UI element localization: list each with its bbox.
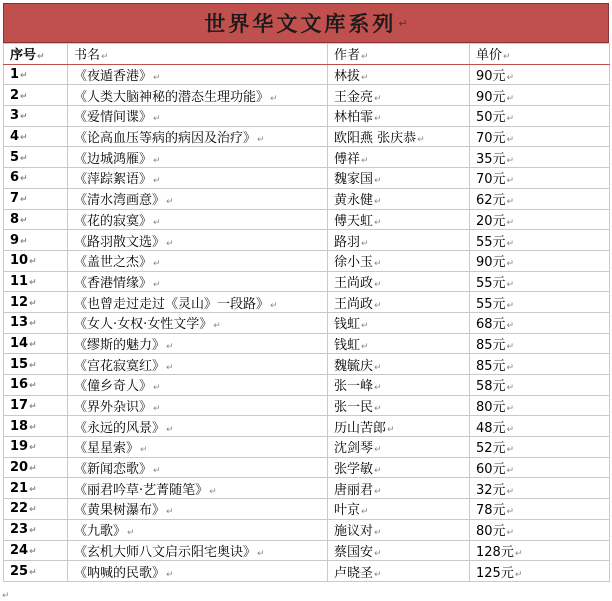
paragraph-mark-icon: ↵ bbox=[153, 73, 161, 84]
cell-author: 王尚政↵ bbox=[328, 292, 470, 313]
header-index: 序号↵ bbox=[4, 44, 68, 65]
header-book: 书名↵ bbox=[68, 44, 328, 65]
paragraph-mark-icon: ↵ bbox=[506, 321, 515, 332]
cell-book: 《人类大脑神秘的潜态生理功能》↵ bbox=[68, 85, 328, 106]
table-row bbox=[4, 230, 610, 251]
cell-price: 52元↵ bbox=[470, 437, 610, 458]
paragraph-mark-icon: ↵ bbox=[506, 217, 515, 228]
cell-author: 欧阳燕 张庆恭↵ bbox=[328, 126, 470, 147]
paragraph-mark-icon: ↵ bbox=[153, 466, 161, 477]
paragraph-mark-icon: ↵ bbox=[374, 279, 382, 290]
cell-index: 17↵ bbox=[4, 395, 68, 416]
cell-author: 张一峰↵ bbox=[328, 375, 470, 396]
paragraph-mark-icon: ↵ bbox=[127, 528, 135, 539]
cell-book: 《星星索》↵ bbox=[68, 437, 328, 458]
paragraph-mark-icon: ↵ bbox=[29, 360, 37, 371]
paragraph-mark-icon: ↵ bbox=[29, 277, 37, 288]
cell-price: 70元↵ bbox=[470, 126, 610, 147]
header-row bbox=[4, 44, 610, 65]
cell-price: 128元↵ bbox=[470, 540, 610, 561]
table-row bbox=[4, 312, 610, 333]
cell-author: 钱虹↵ bbox=[328, 333, 470, 354]
paragraph-mark-icon: ↵ bbox=[374, 404, 382, 415]
document-title: 世界华文文库系列 bbox=[204, 11, 397, 36]
cell-index: 6↵ bbox=[4, 168, 68, 189]
cell-price: 85元↵ bbox=[470, 354, 610, 375]
paragraph-mark-icon: ↵ bbox=[20, 236, 28, 247]
paragraph-mark-icon: ↵ bbox=[213, 321, 221, 332]
cell-author: 蔡国安↵ bbox=[328, 540, 470, 561]
cell-index: 11↵ bbox=[4, 271, 68, 292]
cell-author: 施议对↵ bbox=[328, 519, 470, 540]
table-row bbox=[4, 126, 610, 147]
cell-book: 《边城鸿雁》↵ bbox=[68, 147, 328, 168]
paragraph-mark-icon: ↵ bbox=[514, 548, 523, 559]
cell-index: 8↵ bbox=[4, 209, 68, 230]
cell-book: 《新闻恋歌》↵ bbox=[68, 457, 328, 478]
cell-book: 《女人·女权·女性文学》↵ bbox=[68, 312, 328, 333]
header-price: 单价↵ bbox=[470, 44, 610, 65]
paragraph-mark-icon: ↵ bbox=[140, 445, 148, 456]
paragraph-mark-icon: ↵ bbox=[374, 300, 382, 311]
paragraph-mark-icon: ↵ bbox=[361, 321, 369, 332]
paragraph-mark-icon: ↵ bbox=[166, 341, 174, 352]
cell-author: 傅祥↵ bbox=[328, 147, 470, 168]
paragraph-mark-icon: ↵ bbox=[153, 155, 161, 166]
table-row bbox=[4, 354, 610, 375]
cell-author: 张学敏↵ bbox=[328, 457, 470, 478]
paragraph-mark-icon: ↵ bbox=[374, 176, 382, 187]
table-row bbox=[4, 292, 610, 313]
cell-book: 《呐喊的民歌》↵ bbox=[68, 561, 328, 582]
paragraph-mark-icon: ↵ bbox=[166, 362, 174, 373]
paragraph-mark-icon: ↵ bbox=[506, 114, 515, 125]
cell-author: 徐小玉↵ bbox=[328, 250, 470, 271]
paragraph-mark-icon: ↵ bbox=[29, 381, 37, 392]
cell-price: 125元↵ bbox=[470, 561, 610, 582]
cell-index: 15↵ bbox=[4, 354, 68, 375]
header-author: 作者↵ bbox=[328, 44, 470, 65]
paragraph-mark-icon: ↵ bbox=[506, 73, 515, 84]
paragraph-mark-icon: ↵ bbox=[29, 298, 37, 309]
cell-author: 林柏霏↵ bbox=[328, 106, 470, 127]
paragraph-mark-icon: ↵ bbox=[101, 52, 109, 63]
paragraph-mark-icon: ↵ bbox=[506, 238, 515, 249]
cell-index: 12↵ bbox=[4, 292, 68, 313]
paragraph-mark-icon: ↵ bbox=[417, 135, 425, 146]
paragraph-mark-icon: ↵ bbox=[506, 404, 515, 415]
cell-book: 《界外杂识》↵ bbox=[68, 395, 328, 416]
cell-index: 16↵ bbox=[4, 375, 68, 396]
cell-price: 55元↵ bbox=[470, 230, 610, 251]
cell-price: 32元↵ bbox=[470, 478, 610, 499]
paragraph-mark-icon: ↵ bbox=[20, 215, 28, 226]
paragraph-mark-icon: ↵ bbox=[374, 486, 382, 497]
cell-book: 《路羽散文选》↵ bbox=[68, 230, 328, 251]
paragraph-mark-icon: ↵ bbox=[29, 526, 37, 537]
table-row bbox=[4, 375, 610, 396]
paragraph-mark-icon: ↵ bbox=[209, 486, 217, 497]
book-table bbox=[3, 43, 610, 582]
paragraph-mark-icon: ↵ bbox=[257, 135, 265, 146]
title-bar bbox=[3, 3, 609, 43]
paragraph-mark-icon: ↵ bbox=[506, 300, 515, 311]
paragraph-mark-icon: ↵ bbox=[166, 569, 174, 580]
cell-author: 卢晓圣↵ bbox=[328, 561, 470, 582]
cell-author: 沈剑琴↵ bbox=[328, 437, 470, 458]
table-row bbox=[4, 147, 610, 168]
table-row bbox=[4, 106, 610, 127]
paragraph-mark-icon: ↵ bbox=[153, 259, 161, 270]
cell-price: 48元↵ bbox=[470, 416, 610, 437]
paragraph-mark-icon: ↵ bbox=[361, 73, 369, 84]
paragraph-mark-icon: ↵ bbox=[506, 362, 515, 373]
cell-price: 90元↵ bbox=[470, 250, 610, 271]
cell-index: 21↵ bbox=[4, 478, 68, 499]
paragraph-mark-icon: ↵ bbox=[166, 197, 174, 208]
paragraph-mark-icon: ↵ bbox=[20, 195, 28, 206]
cell-index: 1↵ bbox=[4, 64, 68, 85]
cell-index: 14↵ bbox=[4, 333, 68, 354]
paragraph-mark-icon: ↵ bbox=[506, 197, 515, 208]
cell-index: 4↵ bbox=[4, 126, 68, 147]
paragraph-mark-icon: ↵ bbox=[374, 362, 382, 373]
table-row bbox=[4, 519, 610, 540]
cell-price: 62元↵ bbox=[470, 188, 610, 209]
paragraph-mark-icon: ↵ bbox=[506, 155, 515, 166]
cell-price: 58元↵ bbox=[470, 375, 610, 396]
cell-index: 2↵ bbox=[4, 85, 68, 106]
paragraph-mark-icon: ↵ bbox=[506, 341, 515, 352]
table-row bbox=[4, 168, 610, 189]
paragraph-mark-icon: ↵ bbox=[506, 176, 515, 187]
cell-index: 10↵ bbox=[4, 250, 68, 271]
cell-author: 钱虹↵ bbox=[328, 312, 470, 333]
cell-author: 魏家国↵ bbox=[328, 168, 470, 189]
paragraph-mark-icon: ↵ bbox=[506, 279, 515, 290]
paragraph-mark-icon: ↵ bbox=[37, 52, 45, 63]
paragraph-mark-icon: ↵ bbox=[361, 341, 369, 352]
paragraph-mark-icon: ↵ bbox=[506, 135, 515, 146]
cell-index: 24↵ bbox=[4, 540, 68, 561]
cell-price: 50元↵ bbox=[470, 106, 610, 127]
cell-price: 78元↵ bbox=[470, 499, 610, 520]
table-row bbox=[4, 250, 610, 271]
cell-price: 35元↵ bbox=[470, 147, 610, 168]
cell-index: 5↵ bbox=[4, 147, 68, 168]
paragraph-mark-icon: ↵ bbox=[387, 424, 395, 435]
cell-index: 13↵ bbox=[4, 312, 68, 333]
paragraph-mark-icon: ↵ bbox=[361, 155, 369, 166]
table-row bbox=[4, 561, 610, 582]
paragraph-mark-icon: ↵ bbox=[374, 548, 382, 559]
cell-book: 《永远的风景》↵ bbox=[68, 416, 328, 437]
cell-author: 路羽↵ bbox=[328, 230, 470, 251]
cell-book: 《九歌》↵ bbox=[68, 519, 328, 540]
paragraph-mark-icon: ↵ bbox=[29, 546, 37, 557]
paragraph-mark-icon: ↵ bbox=[361, 238, 369, 249]
cell-author: 林拔↵ bbox=[328, 64, 470, 85]
cell-price: 80元↵ bbox=[470, 519, 610, 540]
cell-index: 18↵ bbox=[4, 416, 68, 437]
cell-index: 19↵ bbox=[4, 437, 68, 458]
paragraph-mark-icon: ↵ bbox=[153, 383, 161, 394]
paragraph-mark-icon: ↵ bbox=[506, 424, 515, 435]
paragraph-mark-icon: ↵ bbox=[29, 505, 37, 516]
paragraph-mark-icon: ↵ bbox=[153, 114, 161, 125]
cell-index: 20↵ bbox=[4, 457, 68, 478]
cell-book: 《论高血压等病的病因及治疗》↵ bbox=[68, 126, 328, 147]
cell-price: 85元↵ bbox=[470, 333, 610, 354]
cell-price: 55元↵ bbox=[470, 271, 610, 292]
cell-author: 张一民↵ bbox=[328, 395, 470, 416]
paragraph-mark-icon: ↵ bbox=[374, 466, 382, 477]
cell-book: 《宫花寂寞红》↵ bbox=[68, 354, 328, 375]
paragraph-mark-icon: ↵ bbox=[374, 217, 382, 228]
cell-author: 唐丽君↵ bbox=[328, 478, 470, 499]
paragraph-mark-icon: ↵ bbox=[506, 466, 515, 477]
paragraph-mark-icon: ↵ bbox=[506, 93, 515, 104]
paragraph-mark-icon: ↵ bbox=[506, 445, 515, 456]
cell-book: 《玄机大师八文启示阳宅奥诀》↵ bbox=[68, 540, 328, 561]
paragraph-mark-icon: ↵ bbox=[20, 174, 28, 185]
paragraph-mark-icon: ↵ bbox=[361, 507, 369, 518]
paragraph-mark-icon: ↵ bbox=[506, 528, 515, 539]
table-row bbox=[4, 499, 610, 520]
cell-book: 《丽君吟草·艺菁随笔》↵ bbox=[68, 478, 328, 499]
table-row bbox=[4, 333, 610, 354]
cell-index: 9↵ bbox=[4, 230, 68, 251]
paragraph-mark-icon: ↵ bbox=[2, 591, 10, 601]
cell-price: 90元↵ bbox=[470, 64, 610, 85]
cell-author: 魏毓庆↵ bbox=[328, 354, 470, 375]
table-row bbox=[4, 188, 610, 209]
paragraph-mark-icon: ↵ bbox=[166, 424, 174, 435]
paragraph-mark-icon: ↵ bbox=[29, 443, 37, 454]
paragraph-mark-icon: ↵ bbox=[374, 383, 382, 394]
cell-author: 叶京↵ bbox=[328, 499, 470, 520]
cell-price: 70元↵ bbox=[470, 168, 610, 189]
cell-book: 《清水湾画意》↵ bbox=[68, 188, 328, 209]
paragraph-mark-icon: ↵ bbox=[153, 176, 161, 187]
cell-index: 25↵ bbox=[4, 561, 68, 582]
paragraph-mark-icon: ↵ bbox=[166, 507, 174, 518]
paragraph-mark-icon: ↵ bbox=[153, 217, 161, 228]
paragraph-mark-icon: ↵ bbox=[374, 259, 382, 270]
paragraph-mark-icon: ↵ bbox=[257, 548, 265, 559]
cell-price: 55元↵ bbox=[470, 292, 610, 313]
cell-price: 60元↵ bbox=[470, 457, 610, 478]
table-row bbox=[4, 478, 610, 499]
table-row bbox=[4, 457, 610, 478]
table-row bbox=[4, 416, 610, 437]
cell-book: 《夜遁香港》↵ bbox=[68, 64, 328, 85]
paragraph-mark-icon: ↵ bbox=[20, 153, 28, 164]
paragraph-mark-icon: ↵ bbox=[29, 319, 37, 330]
cell-book: 《香港情缘》↵ bbox=[68, 271, 328, 292]
paragraph-mark-icon: ↵ bbox=[506, 486, 515, 497]
cell-index: 7↵ bbox=[4, 188, 68, 209]
paragraph-mark-icon: ↵ bbox=[506, 507, 515, 518]
table-row bbox=[4, 209, 610, 230]
cell-price: 20元↵ bbox=[470, 209, 610, 230]
cell-author: 黄永健↵ bbox=[328, 188, 470, 209]
paragraph-mark-icon: ↵ bbox=[20, 71, 28, 82]
table-row bbox=[4, 540, 610, 561]
paragraph-mark-icon: ↵ bbox=[270, 93, 278, 104]
paragraph-mark-icon: ↵ bbox=[29, 464, 37, 475]
cell-author: 王金亮↵ bbox=[328, 85, 470, 106]
table-row bbox=[4, 85, 610, 106]
paragraph-mark-icon: ↵ bbox=[29, 339, 37, 350]
cell-book: 《爱情间谍》↵ bbox=[68, 106, 328, 127]
cell-book: 《黄果树瀑布》↵ bbox=[68, 499, 328, 520]
cell-author: 傅天虹↵ bbox=[328, 209, 470, 230]
cell-index: 23↵ bbox=[4, 519, 68, 540]
cell-index: 3↵ bbox=[4, 106, 68, 127]
paragraph-mark-icon: ↵ bbox=[374, 528, 382, 539]
paragraph-mark-icon: ↵ bbox=[20, 133, 28, 144]
paragraph-mark-icon: ↵ bbox=[503, 52, 511, 63]
paragraph-mark-icon: ↵ bbox=[20, 91, 28, 102]
paragraph-mark-icon: ↵ bbox=[361, 52, 369, 63]
cell-price: 80元↵ bbox=[470, 395, 610, 416]
cell-book: 《僮乡奇人》↵ bbox=[68, 375, 328, 396]
paragraph-mark-icon: ↵ bbox=[20, 112, 28, 123]
cell-book: 《也曾走过走过《灵山》一段路》↵ bbox=[68, 292, 328, 313]
paragraph-mark-icon: ↵ bbox=[514, 569, 523, 580]
paragraph-mark-icon: ↵ bbox=[29, 567, 37, 578]
cell-book: 《缪斯的魅力》↵ bbox=[68, 333, 328, 354]
paragraph-mark-icon: ↵ bbox=[29, 402, 37, 413]
cell-author: 历山苦郎↵ bbox=[328, 416, 470, 437]
cell-book: 《萍踪絮语》↵ bbox=[68, 168, 328, 189]
paragraph-mark-icon: ↵ bbox=[29, 422, 37, 433]
paragraph-mark-icon: ↵ bbox=[506, 383, 515, 394]
paragraph-mark-icon: ↵ bbox=[270, 300, 278, 311]
cell-author: 王尚政↵ bbox=[328, 271, 470, 292]
cell-price: 90元↵ bbox=[470, 85, 610, 106]
document-sheet bbox=[3, 3, 609, 582]
paragraph-mark-icon: ↵ bbox=[29, 484, 37, 495]
table-row bbox=[4, 271, 610, 292]
paragraph-mark-icon: ↵ bbox=[29, 257, 37, 268]
cell-book: 《盖世之杰》↵ bbox=[68, 250, 328, 271]
paragraph-mark-icon: ↵ bbox=[166, 238, 174, 249]
paragraph-mark-icon: ↵ bbox=[398, 16, 408, 30]
cell-price: 68元↵ bbox=[470, 312, 610, 333]
table-row bbox=[4, 437, 610, 458]
cell-book: 《花的寂寞》↵ bbox=[68, 209, 328, 230]
paragraph-mark-icon: ↵ bbox=[153, 279, 161, 290]
table-row bbox=[4, 64, 610, 85]
paragraph-mark-icon: ↵ bbox=[506, 259, 515, 270]
paragraph-mark-icon: ↵ bbox=[374, 114, 382, 125]
paragraph-mark-icon: ↵ bbox=[374, 445, 382, 456]
paragraph-mark-icon: ↵ bbox=[374, 569, 382, 580]
paragraph-mark-icon: ↵ bbox=[153, 404, 161, 415]
paragraph-mark-icon: ↵ bbox=[374, 197, 382, 208]
paragraph-mark-icon: ↵ bbox=[374, 93, 382, 104]
cell-index: 22↵ bbox=[4, 499, 68, 520]
table-row bbox=[4, 395, 610, 416]
